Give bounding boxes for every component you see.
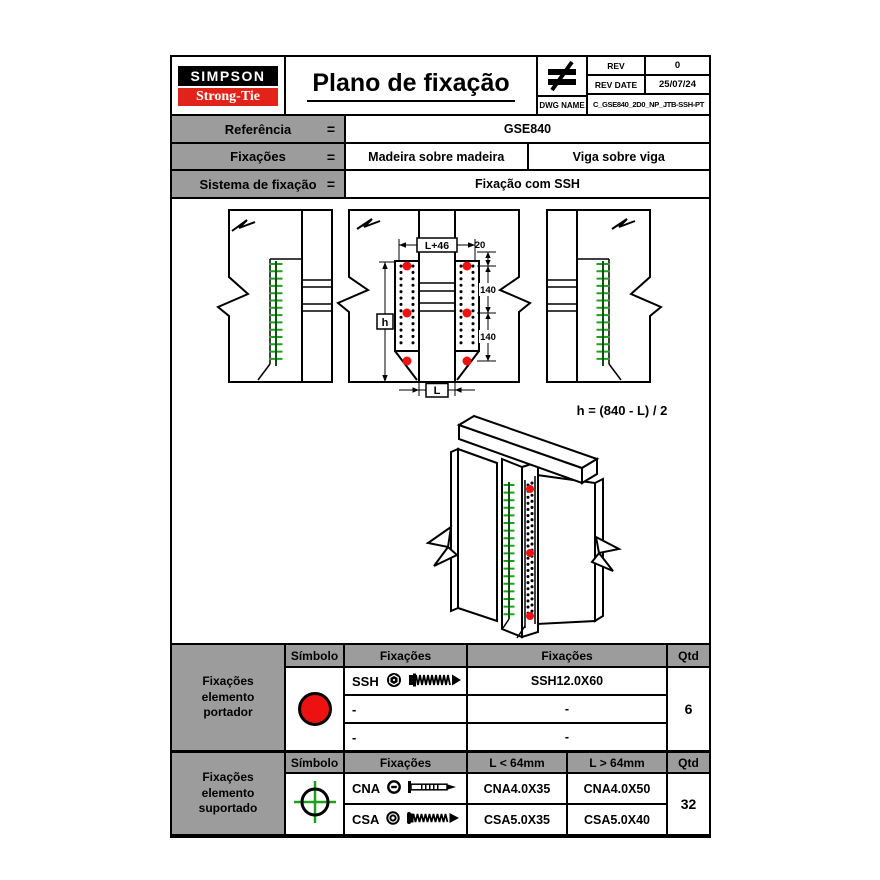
- equals-sign: =: [326, 148, 335, 165]
- equals-sign: =: [326, 121, 335, 138]
- reference-label-text: Referência: [224, 121, 292, 137]
- brand-logo-simpson: SIMPSON: [178, 66, 278, 86]
- portador-fixings-table: [172, 645, 709, 750]
- suportado-symbol-cell: [286, 774, 343, 834]
- not-equal-logo-icon: [538, 57, 586, 95]
- brand-logo: [172, 57, 286, 114]
- suportado-col-short: L < 64mm: [468, 753, 566, 772]
- rev-value: 0: [674, 60, 681, 71]
- isometric-view: [428, 416, 619, 638]
- portador-col-fixings-1: Fixações: [345, 645, 466, 666]
- brand-logo-strongtie: Strong-Tie: [178, 88, 278, 106]
- equals-sign: =: [326, 176, 335, 193]
- cna-code: CNA: [352, 781, 381, 797]
- system-label-text: Sistema de fixação: [199, 176, 317, 192]
- portador-col-symbol: Símbolo: [286, 645, 343, 666]
- csa-code: CSA: [352, 812, 380, 828]
- height-formula: h = (840 - L) / 2: [576, 403, 668, 419]
- suportado-cna-long: CNA4.0X50: [568, 774, 666, 803]
- fixings-type-label-text: Fixações: [230, 149, 286, 165]
- system-row: [172, 171, 709, 199]
- hex-washer-head-icon: [386, 672, 402, 691]
- suportado-col-fixings: Fixações: [345, 753, 466, 772]
- dim-top-offset: 20: [474, 240, 486, 252]
- suportado-col-long: L > 64mm: [568, 753, 666, 772]
- portador-col-qty: Qtd: [668, 645, 709, 666]
- dim-lower-spacing: 140: [480, 332, 496, 344]
- fixings-type-label: [172, 144, 346, 170]
- technical-drawing: [172, 199, 709, 645]
- suportado-fixings-table: [172, 750, 709, 836]
- red-circle-symbol-icon: [298, 692, 332, 726]
- drawing-sheet: [170, 55, 711, 838]
- rev-date-row: [588, 76, 709, 95]
- dim-bottom-width: L: [433, 385, 441, 398]
- suportado-csa-short: CSA5.0X35: [468, 805, 566, 834]
- reference-row: [172, 116, 709, 144]
- page-title: Plano de fixação: [307, 69, 514, 102]
- rev-label: REV: [588, 57, 646, 74]
- portador-row-ssh: [345, 668, 466, 694]
- green-crosshair-symbol-icon: [291, 778, 339, 831]
- suportado-csa-long: CSA5.0X40: [568, 805, 666, 834]
- revision-table: [588, 57, 709, 114]
- rev-date-value: 25/07/24: [659, 79, 696, 90]
- nail-head-icon: [387, 780, 401, 797]
- ssh-code: SSH: [352, 673, 379, 689]
- rev-date-label: REV DATE: [588, 76, 646, 93]
- portador-row-empty-2: -: [345, 724, 466, 750]
- suportado-qty: 32: [668, 774, 709, 834]
- reference-value: GSE840: [503, 122, 552, 137]
- suportado-col-qty: Qtd: [668, 753, 709, 772]
- rev-row: [588, 57, 709, 76]
- portador-row-empty-1: -: [345, 696, 466, 722]
- dim-upper-spacing: 140: [480, 285, 496, 297]
- dim-height: h: [381, 317, 389, 330]
- portador-col-fixings-2: Fixações: [468, 645, 666, 666]
- fixings-type-value-2: Viga sobre viga: [527, 144, 710, 170]
- portador-value-empty-1: -: [468, 696, 666, 722]
- fixings-type-row: [172, 144, 709, 172]
- title-block: [172, 57, 709, 116]
- reference-label: [172, 116, 346, 142]
- suportado-row-cna: [345, 774, 466, 803]
- portador-symbol-cell: [286, 668, 343, 750]
- dim-top-width: L+46: [424, 240, 450, 253]
- system-label: [172, 171, 346, 197]
- technical-drawing-svg: [172, 199, 709, 643]
- portador-row-label: Fixações elemento portador: [172, 645, 284, 750]
- ring-shank-nail-icon: [408, 780, 458, 797]
- system-value: Fixação com SSH: [475, 177, 580, 192]
- fixings-type-value-1: Madeira sobre madeira: [368, 149, 505, 164]
- wood-screw-icon: [407, 811, 459, 828]
- suportado-col-symbol: Símbolo: [286, 753, 343, 772]
- dwg-name-value: C_GSE840_2D0_NP_JTB-SSH-PT: [593, 100, 704, 110]
- portador-value-ssh: SSH12.0X60: [468, 668, 666, 694]
- portador-qty: 6: [668, 668, 709, 750]
- round-screw-head-icon: [386, 811, 400, 828]
- dwg-name-label: DWG NAME: [538, 95, 586, 114]
- structural-screw-icon: [409, 672, 461, 691]
- suportado-cna-short: CNA4.0X35: [468, 774, 566, 803]
- title-cell: [286, 57, 538, 114]
- logo-mark-cell: [538, 57, 588, 114]
- portador-value-empty-2: -: [468, 724, 666, 750]
- suportado-row-label: Fixações elemento suportado: [172, 753, 284, 834]
- suportado-row-csa: [345, 805, 466, 834]
